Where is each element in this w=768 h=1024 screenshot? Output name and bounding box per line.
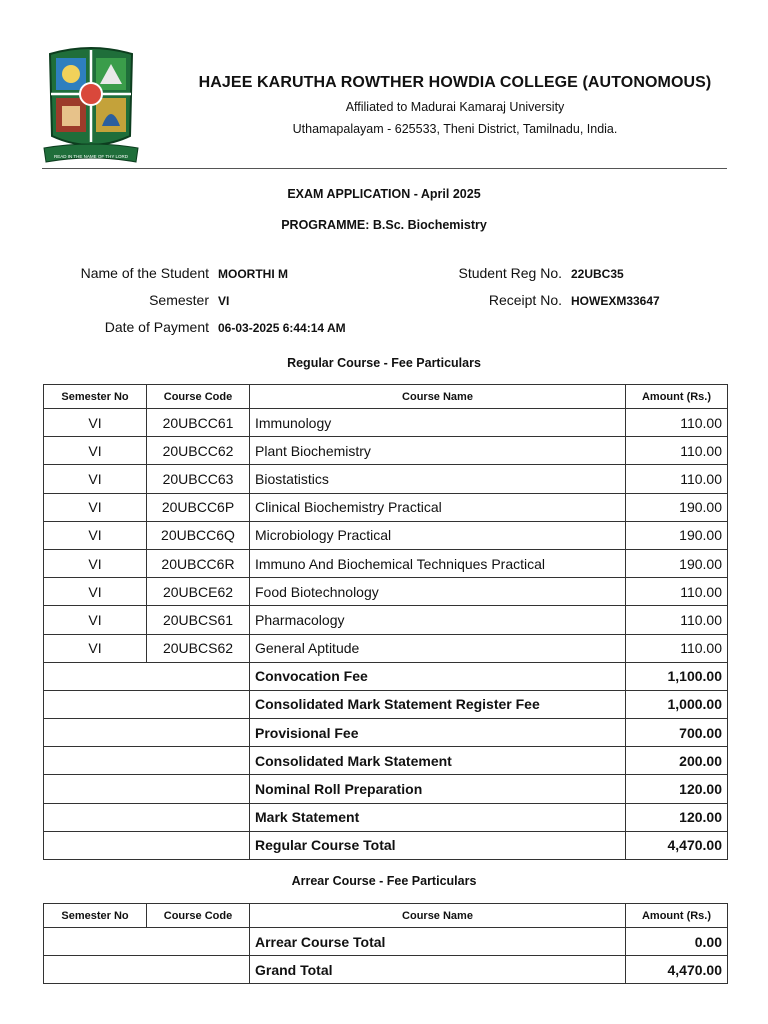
course-name-cell: Immuno And Biochemical Techniques Practical xyxy=(250,549,626,577)
table-row xyxy=(44,578,728,606)
course-code-cell: 20UBCC62 xyxy=(147,437,250,465)
semester-cell: VI xyxy=(44,409,147,437)
amount-cell: 110.00 xyxy=(626,634,728,662)
semester-value: VI xyxy=(218,294,230,308)
fee-amount-cell: 200.00 xyxy=(626,747,728,775)
fee-name-cell: Nominal Roll Preparation xyxy=(250,775,626,803)
course-code-cell: 20UBCC6Q xyxy=(147,521,250,549)
fee-name-cell: Consolidated Mark Statement Register Fee xyxy=(250,690,626,718)
table-row xyxy=(44,437,728,465)
student-name: MOORTHI M xyxy=(218,267,288,281)
amount-cell: 110.00 xyxy=(626,465,728,493)
regular-total-amount: 4,470.00 xyxy=(626,831,728,859)
college-affiliation: Affiliated to Madurai Kamaraj University xyxy=(345,100,565,114)
grand-total-row xyxy=(44,956,728,984)
course-code-cell: 20UBCE62 xyxy=(147,578,250,606)
course-code-cell: 20UBCC61 xyxy=(147,409,250,437)
amount-cell: 110.00 xyxy=(626,578,728,606)
receipt-no: HOWEXM33647 xyxy=(571,294,660,308)
semester-label: Semester xyxy=(149,292,209,308)
course-name-cell: Plant Biochemistry xyxy=(250,437,626,465)
reg-no: 22UBC35 xyxy=(571,267,624,281)
grand-total-label: Grand Total xyxy=(250,956,626,984)
regular-heading: Regular Course - Fee Particulars xyxy=(287,356,481,370)
fee-row xyxy=(44,719,728,747)
amount-cell: 190.00 xyxy=(626,521,728,549)
table-header-row xyxy=(44,904,728,928)
payment-date: 06-03-2025 6:44:14 AM xyxy=(218,321,346,335)
regular-total-label: Regular Course Total xyxy=(250,831,626,859)
course-name-cell: Pharmacology xyxy=(250,606,626,634)
semester-cell: VI xyxy=(44,521,147,549)
reg-no-label: Student Reg No. xyxy=(458,265,562,281)
header-amount: Amount (Rs.) xyxy=(626,904,728,928)
amount-cell: 190.00 xyxy=(626,493,728,521)
table-row xyxy=(44,409,728,437)
semester-cell: VI xyxy=(44,578,147,606)
table-row xyxy=(44,606,728,634)
course-name-cell: Food Biotechnology xyxy=(250,578,626,606)
fee-row xyxy=(44,662,728,690)
table-header-row xyxy=(44,385,728,409)
header-divider xyxy=(42,168,727,169)
course-name-cell: Biostatistics xyxy=(250,465,626,493)
semester-cell: VI xyxy=(44,606,147,634)
table-row xyxy=(44,521,728,549)
header-amount: Amount (Rs.) xyxy=(626,385,728,409)
header-course-name: Course Name xyxy=(250,904,626,928)
amount-cell: 110.00 xyxy=(626,606,728,634)
fee-name-cell: Consolidated Mark Statement xyxy=(250,747,626,775)
arrear-total-amount: 0.00 xyxy=(626,928,728,956)
college-address: Uthamapalayam - 625533, Theni District, Tamilnadu, India. xyxy=(292,122,618,136)
course-code-cell: 20UBCC6R xyxy=(147,549,250,577)
exam-title: EXAM APPLICATION - April 2025 xyxy=(287,187,481,201)
regular-fee-table xyxy=(43,384,728,860)
semester-cell: VI xyxy=(44,549,147,577)
amount-cell: 110.00 xyxy=(626,409,728,437)
grand-total-amount: 4,470.00 xyxy=(626,956,728,984)
programme: PROGRAMME: B.Sc. Biochemistry xyxy=(281,218,487,232)
table-row xyxy=(44,493,728,521)
semester-cell: VI xyxy=(44,634,147,662)
college-name: HAJEE KARUTHA ROWTHER HOWDIA COLLEGE (AUTONOMOUS) xyxy=(198,74,712,91)
course-code-cell: 20UBCC63 xyxy=(147,465,250,493)
course-code-cell: 20UBCS62 xyxy=(147,634,250,662)
header-semester-no: Semester No xyxy=(44,904,147,928)
fee-amount-cell: 700.00 xyxy=(626,719,728,747)
fee-amount-cell: 120.00 xyxy=(626,775,728,803)
header-semester-no: Semester No xyxy=(44,385,147,409)
fee-amount-cell: 1,100.00 xyxy=(626,662,728,690)
regular-total-row xyxy=(44,831,728,859)
course-name-cell: Immunology xyxy=(250,409,626,437)
course-code-cell: 20UBCS61 xyxy=(147,606,250,634)
fee-row xyxy=(44,690,728,718)
fee-row xyxy=(44,775,728,803)
header-course-name: Course Name xyxy=(250,385,626,409)
fee-row xyxy=(44,747,728,775)
logo-motto: READ IN THE NAME OF THY LORD xyxy=(53,154,128,159)
table-row xyxy=(44,549,728,577)
header-course-code: Course Code xyxy=(147,904,250,928)
course-name-cell: Clinical Biochemistry Practical xyxy=(250,493,626,521)
semester-cell: VI xyxy=(44,465,147,493)
receipt-no-label: Receipt No. xyxy=(488,292,562,308)
table-row xyxy=(44,465,728,493)
student-name-label: Name of the Student xyxy=(80,265,209,281)
fee-name-cell: Mark Statement xyxy=(250,803,626,831)
arrear-fee-table xyxy=(43,903,728,984)
payment-date-label: Date of Payment xyxy=(104,319,209,335)
course-name-cell: Microbiology Practical xyxy=(250,521,626,549)
semester-cell: VI xyxy=(44,493,147,521)
course-code-cell: 20UBCC6P xyxy=(147,493,250,521)
amount-cell: 190.00 xyxy=(626,549,728,577)
fee-name-cell: Provisional Fee xyxy=(250,719,626,747)
course-name-cell: General Aptitude xyxy=(250,634,626,662)
college-logo xyxy=(42,44,140,168)
arrear-heading: Arrear Course - Fee Particulars xyxy=(291,874,477,888)
table-row xyxy=(44,634,728,662)
fee-amount-cell: 120.00 xyxy=(626,803,728,831)
header-course-code: Course Code xyxy=(147,385,250,409)
arrear-total-row xyxy=(44,928,728,956)
semester-cell: VI xyxy=(44,437,147,465)
amount-cell: 110.00 xyxy=(626,437,728,465)
fee-row xyxy=(44,803,728,831)
fee-amount-cell: 1,000.00 xyxy=(626,690,728,718)
arrear-total-label: Arrear Course Total xyxy=(250,928,626,956)
fee-name-cell: Convocation Fee xyxy=(250,662,626,690)
